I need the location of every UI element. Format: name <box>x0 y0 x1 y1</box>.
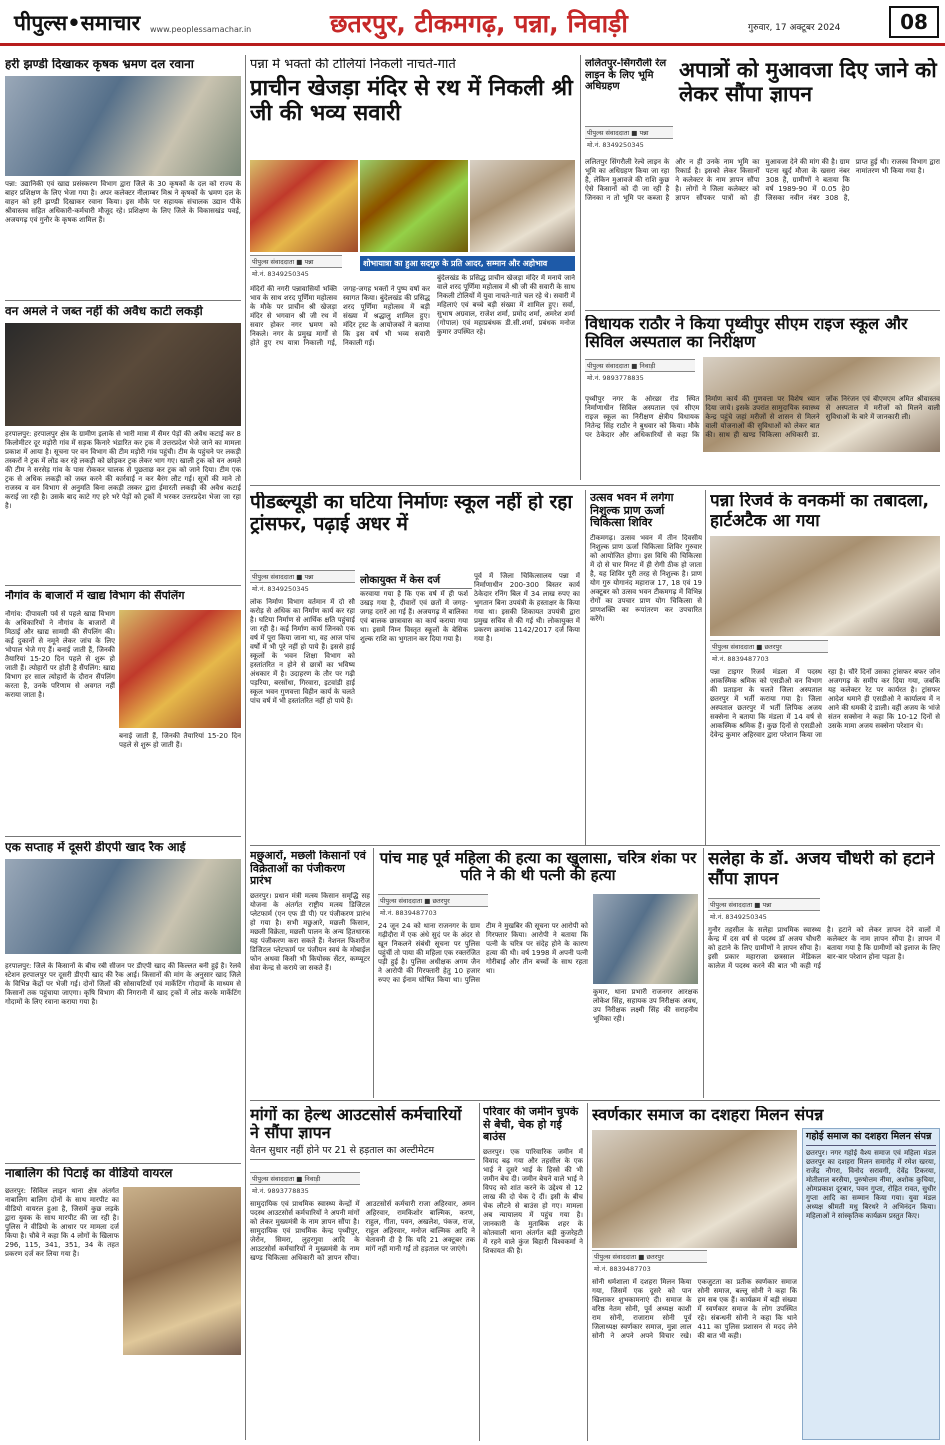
headline: मछुआरों, मछली किसानों एवं विक्रेताओं का पंजीकरण प्रारंभ <box>250 850 366 888</box>
video-viral-article <box>5 1167 241 1439</box>
hatya-article <box>378 850 698 1095</box>
mobile-number: मो.नं. 8349250345 <box>710 913 767 921</box>
avaidh-lakdi-article <box>5 305 241 583</box>
headline: पीडब्ल्यूडी का घटिया निर्माणः स्कूल नहीं हो रहा ट्रांसफर, पढ़ाई अधर में <box>250 492 573 535</box>
news-photo <box>5 859 241 954</box>
headline: हरी झण्डी दिखाकर कृषक भ्रमण दल रवाना <box>5 58 194 71</box>
headline: उत्सव भवन में लगेगा निशुल्क प्राण ऊर्जा चिकित्सा शिविर <box>590 492 674 530</box>
divider <box>5 1163 241 1164</box>
column-rule <box>245 55 246 1440</box>
byline: पीपुल्स संवाददाता ■ छतरपुर <box>592 1250 707 1263</box>
zameen-article <box>483 1106 583 1441</box>
rath-photos <box>250 160 575 252</box>
brand-logo: पीपुल्स•समाचार <box>14 11 141 35</box>
divider <box>5 836 241 837</box>
headline: नौगांव के बाजारों में खाद्य विभाग की सैंपलिंग <box>5 590 185 602</box>
side-kicker: ललितपुर-सिंगरौली रेल लाइन के लिए भूमि अधिग्रहण <box>585 58 667 92</box>
gahoi-box <box>802 1128 940 1440</box>
divider <box>250 1100 940 1101</box>
swarnkar-body: सोनी धर्मशाला में दशहरा मिलन किया गया, जिसमें एक दूसरे को पान खिलाकर शुभकामनाएं दी। समाज के वरिष्ठ नेतम सोनी, पूर्व अध्यक्ष काशी राम सोनी, राजाराम सोनी पूर्व जिलाध्यक्ष स्वर्णकार समाज, मुन्ना लाल सोनी ने अपने अपने विचार रखे। एकजुटता का प्रतीक स्वर्णकार समाज सोनी समाज, बल्लू सोनी ने कहा कि हम सब एक हैं। कार्यक्रम में बड़ी संख्या में स्वर्णकार समाज के लोग उपस्थित रहे। संबन्धनी सोनी ने कहा कि थाने 411 का पुलिस प्रशासन से मदद लेने की बात भी कही। <box>592 1278 797 1340</box>
pwd-subhead: लोकायुक्त में केस दर्ज <box>360 572 472 589</box>
byline: पीपुल्स संवाददाता ■ पन्ना <box>250 255 342 268</box>
website: www.peoplessamachar.in <box>150 25 252 34</box>
subhead: वेतन सुधार नहीं होने पर 21 से हड़ताल का अल्टीमेटम <box>250 1146 475 1160</box>
khadya-sampling-article <box>5 590 241 834</box>
edition-title: छतरपुर, टीकमगढ़, पन्ना, निवाड़ी <box>330 9 628 38</box>
rath-body: मंदिरों की नगरी पन्नावासियों भक्ति भाव के साथ शरद पूर्णिमा महोत्सव के मौके पर प्राचीन श्री खेजड़ा मंदिर से भगवान श्री जी रथ में सवार होकर नगर भ्रमण को निकले। नगर के प्रमुख मार्गों से होते हुए रथ यात्रा निकाली गई, जगह-जगह भक्तों ने पुष्प वर्षा कर स्वागत किया। बुंदेलखंड की प्रसिद्ध शरद पूर्णिमा महोत्सव में बड़ी संख्या में श्रद्धालु शामिल हुए। मंदिर ट्रस्ट के आयोजकों ने बताया कि इस वर्ष भी भव्य सवारी निकाली गई। <box>250 285 430 347</box>
byline: पीपुल्स संवाददाता ■ पन्ना <box>708 898 820 911</box>
mobile-number: मो.नं. 8349250345 <box>252 585 309 593</box>
headline: विधायक राठौर ने किया पृथ्वीपुर सीएम राइज स्कूल और सिविल अस्पताल का निरीक्षण <box>585 315 908 352</box>
article-body: पन्ना: उद्यानिकी एवं खाद्य प्रसंस्करण विभाग द्वारा जिले के 30 कृषकों के दल को राज्य के बाहर प्रशिक्षण के लिए भेजा गया है। अपर कलेक्टर नीलाम्बर मिश्र ने कृषकों के भ्रमण दल के वाहन को हरी झण्डी दिखाकर रवाना किया। इस मौके पर सहायक संचालक उद्यान पीके श्रीवास्तव सहित अधिकारी-कर्मचारी मौजूद रहे। प्रशिक्षण के लिए जिले के विकासखंड पवई, अजयगढ़ एवं गुनौर के कृषक शामिल हैं। <box>5 179 241 224</box>
column-rule <box>587 1103 588 1441</box>
byline: पीपुल्स संवाददाता ■ पन्ना <box>585 126 673 139</box>
pwd-body3: पूर्व में जिला चिकित्सालय पन्ना में निर्माणाधीन 200-300 बिस्तर कार्य ठेकेदार रनिंग बिल में 34 लाख रुपए का भुगतान बिना उपयंत्री के हस्ताक्षर के किया गया था। इसकी शिकायत उपयंत्री द्वारा प्रमुख सचिव से की गई थी। लोकायुक्त में प्रकरण क्रमांक 1142/2017 दर्ज किया गया है। <box>474 572 580 643</box>
article-body: सामुदायिक एवं प्राथमिक स्वास्थ्य केन्द्रों में पदस्थ आउटसोर्स कर्मचारियों ने अपनी मांगों को लेकर मुख्यमंत्री के नाम ज्ञापन सौंपा है। सामुदायिक एवं प्राथमिक केन्द्र पृथ्वीपुर, जेरोन, सिमरा, लुहरगुवा आदि के आउटसोर्स कर्मचारियों ने मुख्यमंत्री के नाम खण्ड चिकित्सा अधिकारी को ज्ञापन सौंपा। आउटसोर्स कर्मचारी राजा अहिरवार, अमन अहिरवार, रामकिशोर बाल्मिक, करण, राहुल, गीता, पवन, अखलेश, पंकज, राज, राहुल अहिरवार, मनोज बाल्मिक आदि ने चेतावनी दी है कि यदि 21 अक्टूबर तक मांगें नहीं मानी गईं तो हड़ताल पर जाएंगे। <box>250 1200 475 1262</box>
divider <box>5 300 241 301</box>
vidhayak-body: पृथ्वीपुर नगर के ओरछा रोड स्थित निर्माणाधीन सिविल अस्पताल एवं सीएम राइज स्कूल का निरीक्षण क्षेत्रीय विधायक नितेन्द्र सिंह राठौर ने बुधवार को किया। मौके पर ठेकेदार और अधिकारियों से कहा कि निर्माण कार्य की गुणवत्ता पर विशेष ध्यान दिया जाये। इसके उपरांत सामुदायिक स्वास्थ्य केन्द्र पहुंचे जहां मरीजों से शासन से मिलने वाली योजनाओं की सुविधाओं को लेकर बात की। साथ ही खण्ड चिकित्सा अधिकारी डा. जोंक निरंजन एवं बीएमएम अमित श्रीवास्तव से अस्पताल में मरीजों को मिलने वाली सुविधाओं के बारे में जानकारी ली। <box>585 395 940 439</box>
byline: पीपुल्स संवाददाता ■ छतरपुर <box>378 894 488 907</box>
health-article <box>250 1106 475 1441</box>
headline: पांच माह पूर्व महिला की हत्या का खुलासा, चरित्र शंका पर पति ने की थी पत्नी की हत्या <box>379 850 697 885</box>
utsav-article <box>590 492 702 842</box>
headline: अपात्रों को मुआवजा दिए जाने को लेकर सौंपा ज्ञापन <box>679 58 937 107</box>
divider <box>585 310 940 311</box>
mobile-number: मो.नं. 9893778835 <box>252 1187 309 1195</box>
pwd-body: लोक निर्माण विभाग वर्तमान में दो सौ करोड़ से अधिक का निर्माण कार्य कर रहा है। घटिया निर्माण से आर्थिक क्षति पहुंचाई जा रही है। कई निर्माण कार्य जिनको एक वर्ष में पूरा किया जाना था, वह आज पांच वर्षों में भी पूरे नहीं हो पाये हैं। इससे हाई स्कूलों के भवन शिक्षा विभाग को हस्तांतरित न होने से छात्रों का भविष्य अंधकार में है। उदाहरण के तौर पर गढ़ी पड़रिया, बरसोंधा, गिरवारा, इटवांडी हाई स्कूल भवन गुणवत्ता विहीन कार्य के चलते पांच वर्ष में भी हस्तांतरित नहीं हो पाये हैं। <box>250 598 355 705</box>
mobile-number: मो.नं. 8349250345 <box>252 270 309 278</box>
news-photo <box>5 323 241 426</box>
column-rule <box>585 490 586 845</box>
pwd-byline <box>250 570 355 594</box>
news-photo <box>119 610 241 728</box>
muavja-article <box>585 58 940 308</box>
mobile-number: मो.नं. 8839487703 <box>380 909 437 917</box>
article-body: छतरपुर: सिविल लाइन थाना क्षेत्र अंतर्गत नाबालिग बालिग दोनों के साथ मारपीट का वीडियो वायरल हुआ है, जिसमें कुछ लड़के द्वारा युवक के साथ मारपीट की जा रही है। पुलिस ने वीडियो के आधार पर मामला दर्ज किया है। चौबे ने कहा कि 4 लोगों के खिलाफ 296, 115, 341, 351, 34 के तहत प्रकरण दर्ज कर लिया गया है। <box>5 1187 119 1258</box>
pwd-body2: करवाया गया है कि एक वर्ष में ही फर्श उखड़ गया है, दीवारों एवं छतों में जगह-जगह दरारें आ गई हैं। अजयगढ़ में बालिका एवं बालक छात्रावास का कार्य कराया गया था। इसमें निम्न विस्तृत स्कूलों के बेसिक शुल्क राशि का भुगतान कर दिया गया है। <box>360 590 468 643</box>
headline: स्वर्णकार समाज का दशहरा मिलन संपन्न <box>592 1106 824 1124</box>
headline: परिवार की जमीन चुपके से बेची, चेक हो गई बाउंस <box>483 1106 579 1144</box>
page-number: 08 <box>889 6 939 38</box>
headline: वन अमले ने जब्त नहीं की अवैध काटी लकड़ी <box>5 305 203 318</box>
news-photo <box>592 1130 797 1248</box>
dap-khad-article <box>5 841 241 961</box>
matsya-article <box>250 850 370 1095</box>
pwd-article <box>250 492 575 562</box>
rath-byline <box>250 255 342 279</box>
rath-body2: बुंदेलखंड के प्रसिद्ध प्राचीन खेजड़ा मंदिर में मनाये जाने वाले शरद पूर्णिमा महोत्सव में श्री जी की सवारी के साथ निकली टोलियों में युवा नाचते-गाते चल रहे थे। सवारी में महिलाएं एवं बच्चे बड़ी संख्या में शामिल हुए। सर्वा, सुभाष अग्रवाल, राजेश शर्मा, प्रमोद शर्मा, अमरेश शर्मा (गोपाल) एवं महाप्रबंधक डी.सी.शर्मा, प्रबंधक मनोज कुमार उपस्थित रहे। <box>437 274 575 336</box>
article-body: छतरपुर। प्रधान मंत्री मत्स्य किसान समृद्धि सह योजना के अंतर्गत राष्ट्रीय मत्स्य डिजिटल प्लेटफार्म (एन एफ डी पी) पर पंजीकरण प्रारंभ हो गया है। सभी मछुआरे, मछली किसान, मछली विक्रेता, मछली पालन के अन्य हितधारक यह पंजीकरण करा सकते हैं। नेशनल फिशरीज डिजिटल प्लेटफार्म पर पंजीयन स्वयं के मोबाईल फोन अथवा किसी भी कियोस्क सेंटर, कम्प्यूटर सेवा केन्द्र से कराये जा सकते हैं। <box>250 891 370 972</box>
news-photo <box>360 160 468 252</box>
article-body: टीकमगढ़। उत्सव भवन में तीन दिवसीय निशुल्क प्राण ऊर्जा चिकित्सा शिविर गुरुवार को आयोजित होगा। इस विधि की चिकित्सा में दो से चार मिनट में ही रोगी ठीक हो जाता है, यह शिविर पूरी तरह से निशुल्क है। प्राण योग गुरु योगानंद महाराज 17, 18 एवं 19 अक्टूबर को उत्सव भवन टीकमगढ़ में विभिन्न रोगों का उपचार प्राण योग चिकित्सा से प्राणशक्ति का रूपांतरण कर उपचारित करेंगे। <box>590 533 702 623</box>
swarnkar-byline <box>592 1250 707 1274</box>
byline: पीपुल्स संवाददाता ■ छतरपुर <box>710 640 828 653</box>
column-rule <box>703 848 704 1098</box>
column-rule <box>479 1103 480 1441</box>
panna-reserve-byline <box>710 640 828 664</box>
divider <box>5 585 241 586</box>
news-photo <box>123 1187 241 1355</box>
headline: मांगों का हेल्थ आउटसोर्स कर्मचारियों ने सौंपा ज्ञापन <box>250 1106 462 1143</box>
byline: पीपुल्स संवाददाता ■ निवाड़ी <box>250 1172 360 1185</box>
divider <box>250 485 940 486</box>
news-photo <box>593 894 698 984</box>
news-photo <box>470 160 575 252</box>
mobile-number: मो.नं. 8349250345 <box>587 141 644 149</box>
article-body: 24 जून 24 को थाना राजनगर के ग्राम गढ़ीदौरा में एक अंधे सुदं पर के अंदर से खून निकलने संबंधी सूचना पर पुलिस पहुंचीं तो पाया की महिला एक रक्तरंजित पड़ी हुई है। पुलिस अधीक्षक अगम जैन ने आरोपी की गिरफ्तारी हेतु 10 हजार रुपए का ईनाम घोषित किया था। पुलिस टीम ने मुखबिर की सूचना पर आरोपी को गिरफ्तार किया। आरोपी ने बताया कि पत्नी के चरित्र पर संदेह होने के कारण हत्या की थी। वर्ष 1998 में अपनी पत्नी गोरीबाई और तीन बच्चों के साथ रहता था। <box>378 922 588 984</box>
news-photo <box>710 536 940 636</box>
headline: एक सप्ताह में दूसरी डीएपी खाद रैक आई <box>5 841 186 854</box>
byline: पीपुल्स संवाददाता ■ पन्ना <box>250 570 355 583</box>
kisan-bhraman-article <box>5 58 241 298</box>
dap-khad-body: हरपालपुर: जिले के किसानों के बीच रबी सीजन पर डीएपी खाद की किल्लत बनी हुई है। रेलवे स्टेशन हरपालपुर पर दूसरी डीएपी खाद की रैक आई। किसानों की मांग के अनुसार खाद जिले के विभिन्न केंद्रों पर भेजी गई। दोनों जिलों की सोसायटियों एवं मार्केटिंग गोदामों के माध्यम से किसानों तक पहुंचाया जाएगा। कृषि विभाग की निगरानी में खाद ट्रकों में लोड करके मार्केटिंग गोदामों के लिए रवाना कराया गया है। <box>5 962 241 1006</box>
column-rule <box>373 848 374 1098</box>
byline-block <box>585 126 673 150</box>
masthead <box>0 0 945 46</box>
headline: नाबालिग की पिटाई का वीडियो वायरल <box>5 1167 173 1180</box>
mobile-number: मो.नं. 9893778835 <box>587 374 644 382</box>
mobile-number: मो.नं. 8839487703 <box>594 1265 651 1273</box>
saleha-article <box>708 850 940 1095</box>
article-body: छतरपुर। एक पारिवारिक जमीन में विवाद बढ़ गया और तहसील के एक भाई ने दूसरे भाई के हिस्से की भी जमीन बेच दी। जमीन बेचने वाले भाई ने विपद को शांत करने के उद्देश्य से 12 लाख की दो चेक दे दीं। इसी के बीच चेक लौटने से बाउंस हो गए। मामला अब न्यायालय में पहुंच गया है। जानकारी के मुताबिक शहर के कोतवाली थाना अंतर्गत बड़ी कुजरेहटी में रहने वाले कुंज बिहारी विश्वकर्मा ने शिकायत की है। <box>483 1147 583 1255</box>
article-body: ललितपुर सिंगरौली रेल्वे लाइन के भूमि का अधिग्रहण किया जा रहा है, लेकिन मुआवजे की राशि कुछ ऐसे किसानों को दी जा रही है जिनका न तो भूमि पर कब्जा है और न ही उनके नाम भूमि का रिकार्ड है। इसको लेकर किसानों ने कलेक्टर के नाम ज्ञापन सौंपा है। लोगों ने जिला कलेक्टर को ज्ञापन सौंपकर पात्रों को ही मुआवजा देने की मांग की है। ग्राम पटना खुर्द मौजा के खसरा नंबर 308 है, ग्रामीणों ने बताया कि वर्ष 1989-90 में 0.05 हे0 जिसका नवीन नंबर 308 है, प्राप्त हुई थी। राजस्व विभाग द्वारा नामांतरण भी किया गया है। <box>585 158 940 202</box>
news-photo <box>5 76 241 176</box>
byline-block <box>585 359 695 383</box>
byline-block <box>250 1172 360 1196</box>
box-headline: गहोई समाज का दशहरा मिलन संपन्न <box>806 1132 936 1146</box>
box-body: छतरपुर। नगर गहोई वैश्य समाज एवं महिला मंडल छतरपुर का दशहरा मिलन समारोह में रमेश खरया, राजेंद्र नौगरा, विनोद सरावगी, देवेंद्र टिकरया, मोतीलाल बरसैया, पुरुषोत्तम नीमा, अशोक कुचिया, ओमप्रकाश दूरबार, पवन गुप्ता, रोहित रावत, सुधीर गुप्ता आदि का सम्मान किया गया। युवा मंडल अध्यक्ष श्रीमती मधु बिरथरे ने अभिनंदन किया। महिलाओं ने सांस्कृतिक कार्यक्रम प्रस्तुत किए। <box>806 1148 936 1220</box>
panna-reserve-body: पन्ना टाइगर रिजर्व मंडला में पदस्थ आकस्मिक श्रमिक को एसडीओ वन विभाग की प्रताड़ना के चलते जिला अस्पताल छतरपुर में भर्ती कराया गया है। जिला अस्पताल छतरपुर में भर्ती लिपिक अजय सक्सेना ने बताया कि मंडला में 14 वर्ष से आकस्मिक श्रमिक हैं। कुछ दिनों से एसडीओ देवेन्द्र कुमार अहिरवार द्वारा परेशान किया जा रहा है। चौरे दिनों उसका ट्रांसफर बफर जोन अजगगढ़ के समीप कर दिया गया, जबकि यह कलेक्टर रेट पर कार्यरत है। ट्रांसफर आदेश थमाने ही एसडीओ ने कार्यालय में न आने की धमकी दे डाली। वहीं अजय के भांजे संतन सक्सेना ने कहा कि 10-12 दिनों से उसके मामा अजय सक्सेना परेशान थे। <box>710 668 940 739</box>
column-rule <box>705 490 706 845</box>
headline: पन्ना रिजर्व के वनकर्मी का तबादला, हार्टअटैक आ गया <box>710 492 930 531</box>
headline: प्राचीन खेजड़ा मंदिर से रथ में निकली श्री जी की भव्य सवारी <box>250 75 573 127</box>
byline: पीपुल्स संवाददाता ■ निवाड़ी <box>585 359 695 372</box>
kicker: पन्ना में भक्तों की टोलियां निकली नाचते-गाते <box>250 58 456 72</box>
article-body: हरपालपुर: हरपालपुर क्षेत्र के ग्रामीण इलाके से भारी मात्रा में सैमर पेड़ों की अवैध कटाई कर 8 किलोमीटर दूर मड़ोरी गांव में सड़क किनारे भंडारित कर ट्रक में उत्तरप्रदेश भेजे जाने का मामला प्रकाश में आया है। सूचना पर वन विभाग की टीम मड़ोरी गांव पहुंची। टीम के पहुंचने पर लकड़ी तस्करों ने ट्रक में लोड कर रहे लकड़ी को छोड़कर ट्रक लेकर भाग गए। खाली ट्रक को वन अमले की टीम ने सरसेड़ गांव के पास रोककर चालक से पूछताछ कर ट्रक को जाने दिया। टीम एक ट्रक से अधिक लकड़ी को जब्त करने की कार्रवाई न कर बैरंग लौट गई। सूत्रों की माने तो राजस्व व वन विभाग से अनुमति बिना लकड़ी तस्कर द्वारा ईमारती लकड़ी की अवैध कटाई कराई जा रही है। उसके बाद काटे गए हरे भरे पेड़ों को ट्रकों में भरकर उत्तरप्रदेश भेजा जा रहा है। <box>5 429 241 510</box>
issue-date: गुरुवार, 17 अक्टूबर 2024 <box>748 23 841 33</box>
photo-caption: कुमार, थाना प्रभारी राजनगर आरक्षक लोकेश सिंह, सहायक उप निरीक्षक अवध, उप निरीक्षक लक्ष्मी सिंह की सराहनीय भूमिका रही। <box>593 988 698 1023</box>
article-body-part2: बनाई जाती हैं, जिनकी तैयारियां 15-20 दिन पहले से शुरू हो जाती हैं। <box>119 732 241 749</box>
news-photo <box>250 160 358 252</box>
byline-block <box>378 894 488 918</box>
byline-block <box>708 898 820 922</box>
divider <box>250 845 940 846</box>
rath-subhead: शोभायात्रा का हुआ सदगुरु के प्रति आदर, सम्मान और अहोभाव <box>360 256 575 271</box>
mobile-number: मो.नं. 8839487703 <box>712 655 769 663</box>
headline: सलेहा के डॉ. अजय चौधरी को हटाने सौंपा ज्ञापन <box>708 850 935 889</box>
column-rule <box>580 55 581 480</box>
article-body: गुनौर तहसील के सलेहा प्राथमिक स्वास्थ्य केन्द्र में दस वर्ष से पदस्थ डॉ अजय चौधरी को हटाने के लिए ग्रामीणों ने ज्ञापन सौंपा है। इसी प्रकार महाराजा छत्रसाल मेडिकल कालेज में पदस्थ करने की बात भी कही गई है। हटाने को लेकर ज्ञापन देने वालों में कलेक्टर के नाम ज्ञापन सौंपा है। ज्ञापन में बताया गया है कि ग्रामीणों को इलाज के लिए बार-बार परेशान होना पड़ता है। <box>708 926 940 970</box>
article-body-part1: नौगांव: दीपावली पर्व से पहले खाद्य विभाग के अधिकारियों ने नौगांव के बाजारों में मिठाई और खाद्य सामग्री की सैंपलिंग की। कई दुकानों से नमूने लेकर जांच के लिए भोपाल भेजे गए हैं। बनाई जाती हैं, जिनकी तैयारियां 15-20 दिन पहले से शुरू हो जाती हैं। त्योहारों पर होती है सैंपलिंग: खाद्य विभाग हर साल त्योहारों के दौरान सैंपलिंग करता है, उनके परिणाम से अवगत नहीं कराया जाता है। <box>5 610 115 699</box>
